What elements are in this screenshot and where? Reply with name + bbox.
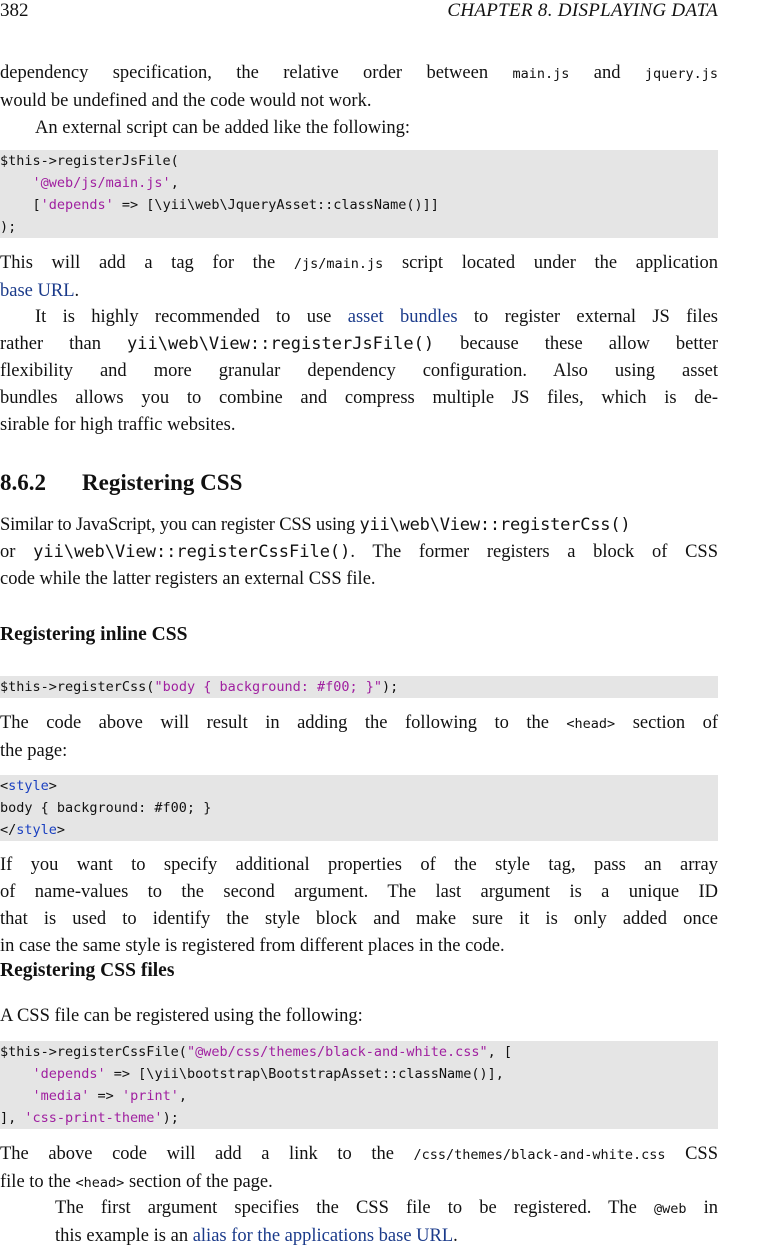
text-line: code while the latter registers an external CSS file. <box>0 569 376 589</box>
text-line: file to the <head> section of the page. <box>0 1172 273 1192</box>
section-title: Registering CSS <box>82 470 243 495</box>
section-number: 8.6.2 <box>0 470 46 495</box>
inline-code: <head> <box>566 716 616 732</box>
paragraph-dependency <box>0 60 718 142</box>
code-line: 'media' => 'print', <box>32 1088 187 1104</box>
code-line: ['depends' => [\yii\web\JqueryAsset::className()]] <box>0 197 439 213</box>
code-block-register-js-file <box>0 150 718 238</box>
code-line: $this->registerCssFile("@web/css/themes/black-and-white.css", [ <box>0 1044 513 1060</box>
page-number: 382 <box>0 0 29 21</box>
text-line: It is highly recommended to use asset bundles to register external JS files <box>35 307 718 327</box>
inline-code: main.js <box>512 66 570 82</box>
inline-code: /js/main.js <box>293 256 384 272</box>
inline-code: @web <box>653 1201 687 1217</box>
text-line: the page: <box>0 741 68 761</box>
text-line: The first argument specifies the CSS file to be registered. The @web in <box>55 1198 718 1218</box>
text-line: bundles allows you to combine and compress multiple JS files, which is de- <box>0 388 718 408</box>
chapter-title: CHAPTER 8. DISPLAYING DATA <box>447 0 718 21</box>
code-line: 'depends' => [\yii\bootstrap\BootstrapAsset::className()], <box>32 1066 504 1082</box>
subheading-inline-css: Registering inline CSS <box>0 624 188 645</box>
inline-code: yii\web\View::registerJsFile() <box>127 334 435 354</box>
code-block-register-css-file <box>0 1041 718 1129</box>
text-line: of name-values to the second argument. The last argument is a unique ID <box>0 882 718 902</box>
inline-code: jquery.js <box>644 66 718 82</box>
inline-code: <head> <box>75 1175 125 1191</box>
text-line: this example is an alias for the applications base URL. <box>55 1226 458 1246</box>
text-line: A CSS file can be registered using the following: <box>0 1006 363 1026</box>
base-url-link[interactable]: base URL <box>0 281 75 301</box>
code-line: $this->registerCss("body { background: #f00; }"); <box>0 679 399 695</box>
paragraph-asset-bundles <box>0 304 718 439</box>
paragraph-first-argument <box>55 1195 718 1250</box>
paragraph-style-properties <box>0 852 718 960</box>
text-line: base URL. <box>0 281 80 301</box>
code-line: body { background: #f00; } <box>0 800 212 816</box>
text-line: This will add a tag for the /js/main.js script located under the application <box>0 253 718 273</box>
text-line: in case the same style is registered from different places in the code. <box>0 936 505 956</box>
code-line: '@web/js/main.js', <box>32 175 179 191</box>
inline-code: yii\web\View::registerCss() <box>359 515 631 535</box>
asset-bundles-link[interactable]: asset bundles <box>347 307 458 327</box>
text-line: If you want to specify additional properties of the style tag, pass an array <box>0 855 718 875</box>
paragraph-head-section <box>0 710 718 765</box>
text-line: would be undefined and the code would not work. <box>0 91 372 111</box>
text-line: An external script can be added like the following: <box>35 118 411 138</box>
code-block-register-css <box>0 676 718 698</box>
inline-code: yii\web\View::registerCssFile() <box>33 542 351 562</box>
code-line: $this->registerJsFile( <box>0 153 179 169</box>
paragraph-css-link <box>0 1141 718 1197</box>
text-line: The code above will result in adding the following to the <head> section of <box>0 713 718 733</box>
paragraph-register-css <box>0 512 718 593</box>
paragraph-script-tag <box>0 250 718 305</box>
text-line: flexibility and more granular dependency configuration. Also using asset <box>0 361 718 381</box>
code-line: </style> <box>0 822 66 838</box>
text-line: or yii\web\View::registerCssFile(). The former registers a block of CSS <box>0 542 718 562</box>
text-line: Similar to JavaScript, you can register CSS using yii\web\View::registerCss() <box>0 515 631 535</box>
code-block-style-tag <box>0 775 718 841</box>
code-line: ], 'css-print-theme'); <box>0 1110 179 1126</box>
section-heading <box>0 470 242 496</box>
text-line: sirable for high traffic websites. <box>0 415 236 435</box>
inline-code: /css/themes/black-and-white.css <box>413 1147 666 1163</box>
running-header <box>0 0 718 22</box>
code-line: <style> <box>0 778 57 794</box>
code-line: ); <box>0 219 17 235</box>
text-line: rather than yii\web\View::registerJsFile() because these allow better <box>0 334 718 354</box>
subheading-css-files: Registering CSS files <box>0 960 175 981</box>
alias-link[interactable]: alias for the applications base URL <box>192 1226 454 1246</box>
text-line: dependency specification, the relative order between main.js and jquery.js <box>0 63 718 83</box>
paragraph-css-file <box>0 1003 718 1030</box>
text-line: that is used to identify the style block and make sure it is only added once <box>0 909 718 929</box>
text-line: The above code will add a link to the /css/themes/black-and-white.css CSS <box>0 1144 718 1164</box>
